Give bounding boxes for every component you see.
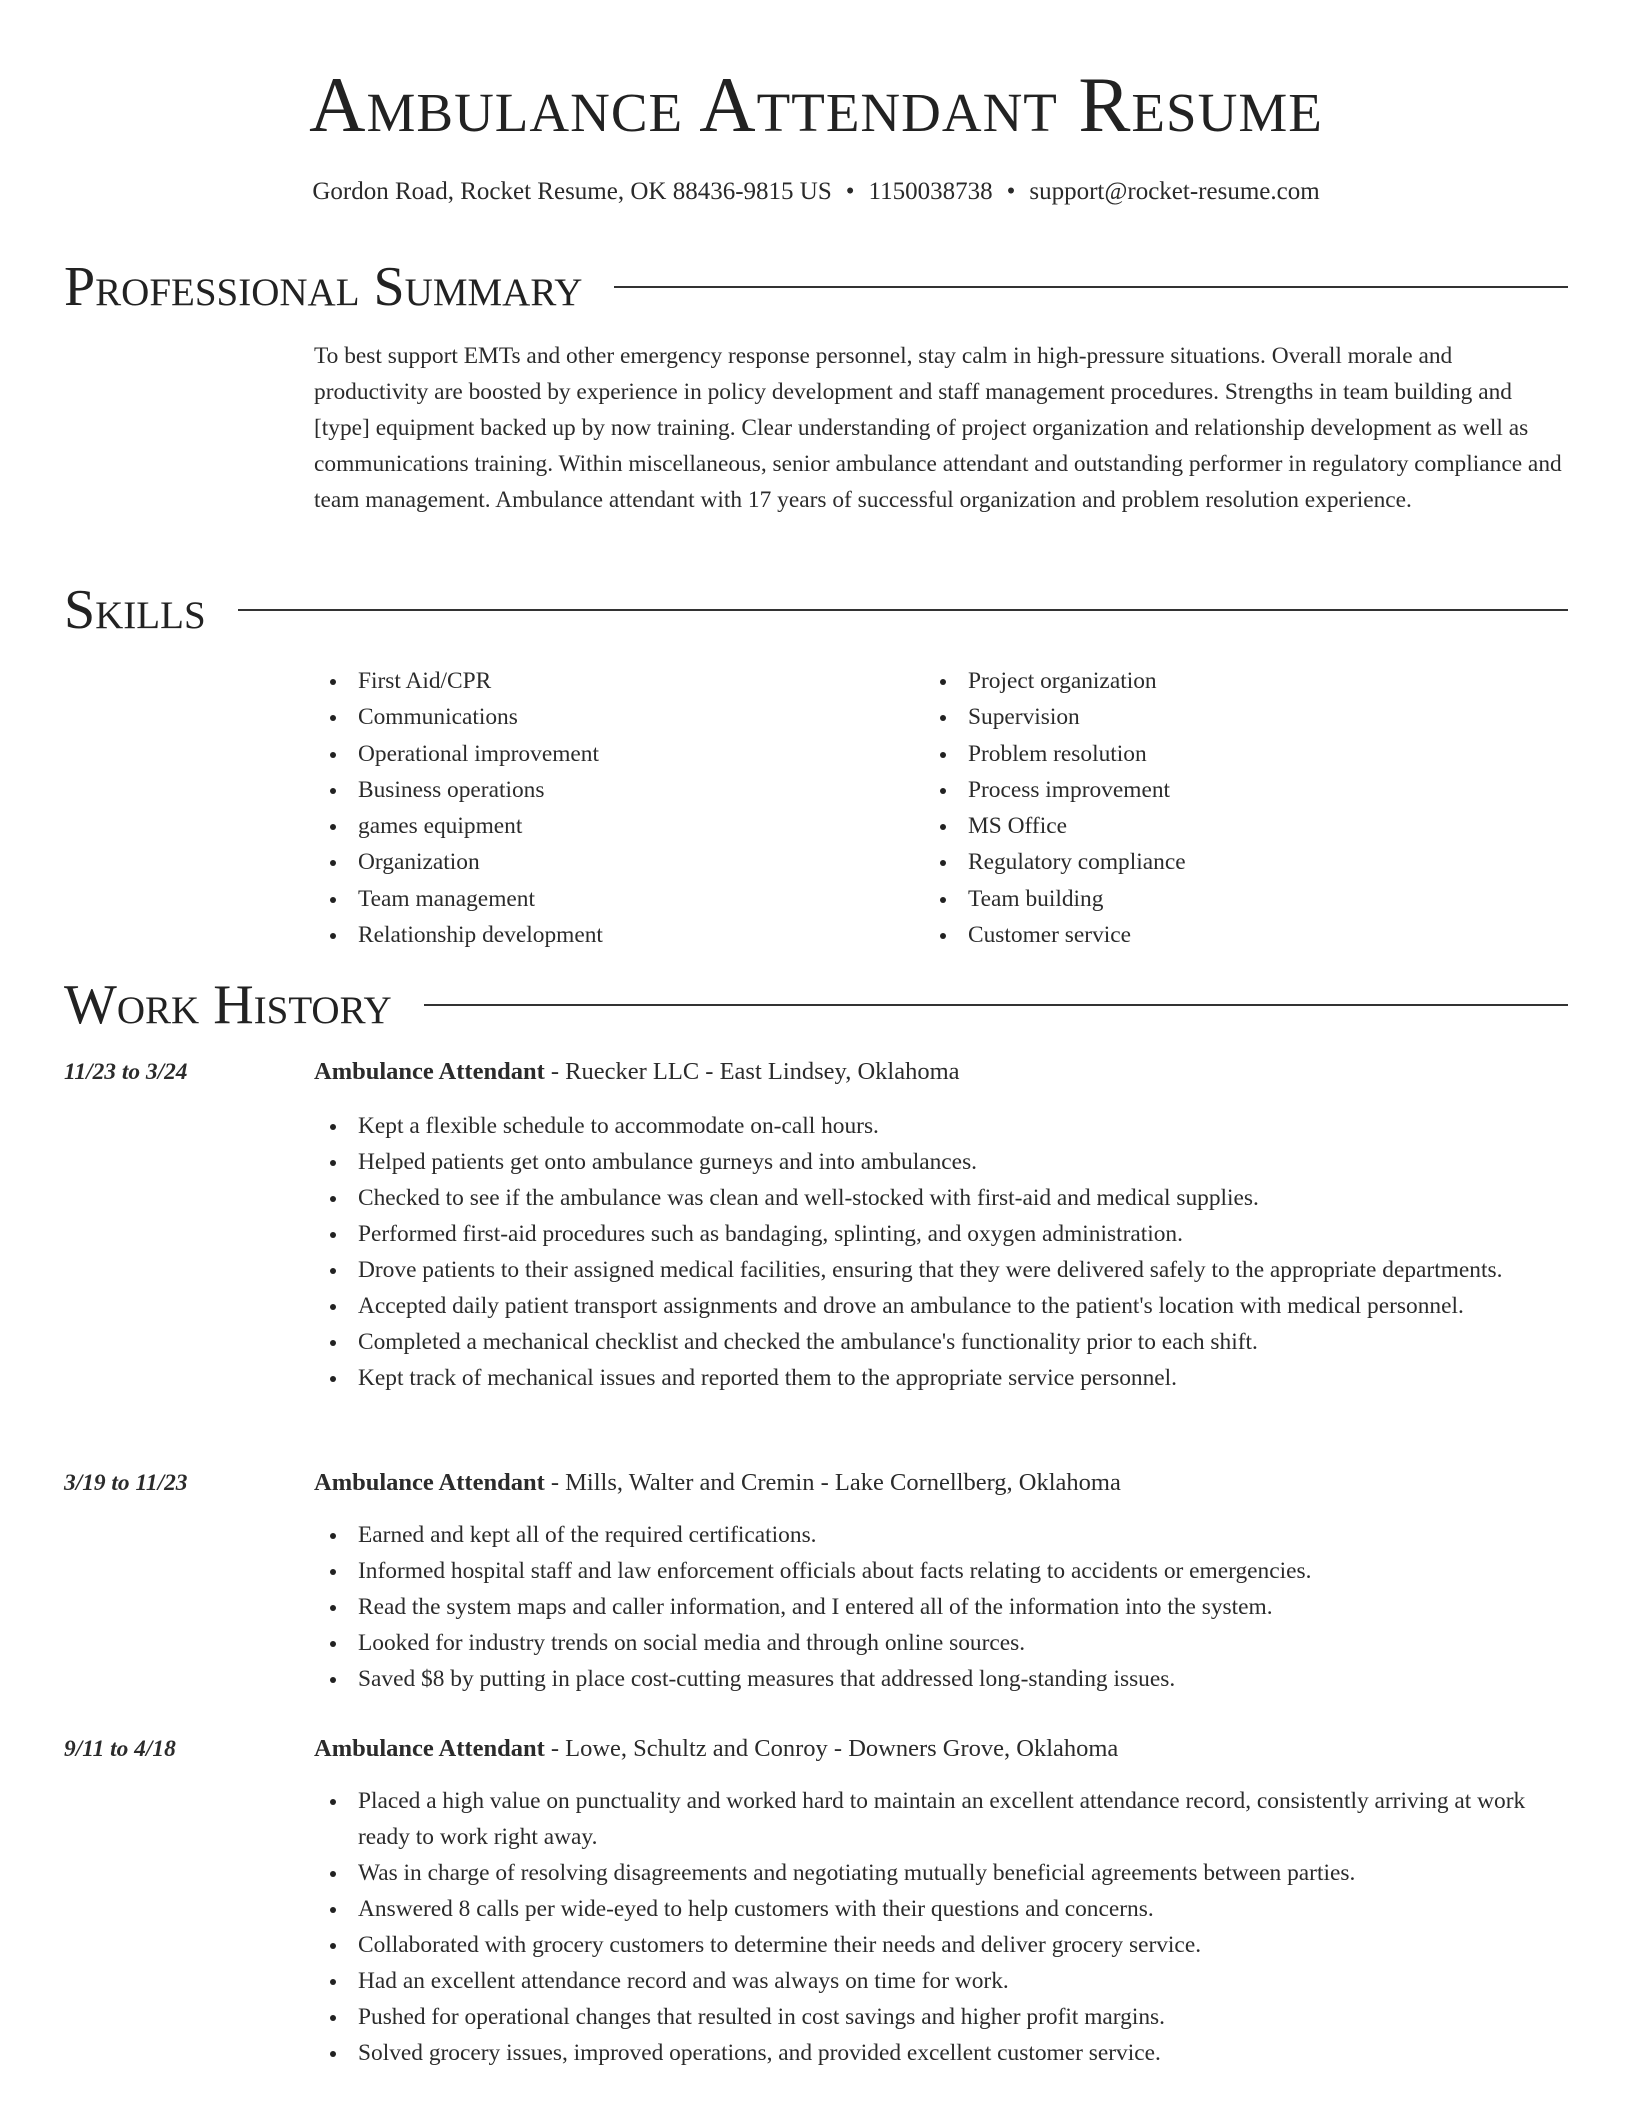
skills-list-left — [314, 663, 874, 953]
list-item: Organization — [314, 844, 874, 880]
list-item: Completed a mechanical checklist and checked the ambulance's functionality prior to each shift. — [314, 1324, 1568, 1360]
job-title: Ambulance Attendant — [314, 1735, 545, 1762]
list-item: Collaborated with grocery customers to determine their needs and deliver grocery service. — [314, 1927, 1568, 1963]
resume-title: Ambulance Attendant Resume — [309, 61, 1323, 148]
list-item: Customer service — [924, 917, 1524, 953]
skills-heading — [64, 577, 1568, 643]
list-item: Helped patients get onto ambulance gurneys and into ambulances. — [314, 1144, 1568, 1180]
list-item: Team management — [314, 881, 874, 917]
list-item: Kept track of mechanical issues and reported them to the appropriate service personnel. — [314, 1360, 1568, 1396]
phone: 1150038738 — [868, 178, 993, 205]
list-item: First Aid/CPR — [314, 663, 874, 699]
list-item: Relationship development — [314, 917, 874, 953]
job-dates: 9/11 to 4/18 — [64, 1736, 176, 1762]
list-item: Business operations — [314, 772, 874, 808]
summary-title: Professional Summary — [64, 256, 583, 318]
list-item: Problem resolution — [924, 736, 1524, 772]
list-item: Drove patients to their assigned medical facilities, ensuring that they were delivered safely to the appropriate departments. — [314, 1252, 1568, 1288]
job-employer: - Lowe, Schultz and Conroy - Downers Grove, Oklahoma — [544, 1735, 1119, 1762]
list-item: Was in charge of resolving disagreements and negotiating mutually beneficial agreements between parties. — [314, 1855, 1568, 1891]
list-item: Regulatory compliance — [924, 844, 1524, 880]
list-item: Pushed for operational changes that resulted in cost savings and higher profit margins. — [314, 1999, 1568, 2035]
list-item: Looked for industry trends on social media and through online sources. — [314, 1625, 1568, 1661]
list-item: Saved $8 by putting in place cost-cutting measures that addressed long-standing issues. — [314, 1661, 1568, 1697]
job-dates: 11/23 to 3/24 — [64, 1059, 188, 1085]
list-item: Had an excellent attendance record and was always on time for work. — [314, 1963, 1568, 1999]
skills-title: Skills — [64, 579, 206, 641]
list-item: Read the system maps and caller information, and I entered all of the information into the system. — [314, 1589, 1568, 1625]
list-item: Operational improvement — [314, 736, 874, 772]
job-header — [314, 1054, 1568, 1090]
job-header — [314, 1465, 1568, 1501]
list-item: Project organization — [924, 663, 1524, 699]
job-title: Ambulance Attendant — [314, 1058, 545, 1085]
job-employer: - Mills, Walter and Cremin - Lake Cornellberg, Oklahoma — [544, 1469, 1121, 1496]
email: support@rocket-resume.com — [1029, 178, 1320, 205]
job-dates: 3/19 to 11/23 — [64, 1470, 188, 1496]
list-item: Answered 8 calls per wide-eyed to help customers with their questions and concerns. — [314, 1891, 1568, 1927]
address: Gordon Road, Rocket Resume, OK 88436-9815 US — [312, 178, 832, 205]
separator-1: • — [845, 178, 855, 205]
list-item: Earned and kept all of the required certifications. — [314, 1517, 1568, 1553]
job-employer: - Ruecker LLC - East Lindsey, Oklahoma — [544, 1058, 960, 1085]
job-title: Ambulance Attendant — [314, 1469, 545, 1496]
skills-rule — [238, 609, 1568, 611]
job-bullets — [314, 1517, 1568, 1697]
list-item: games equipment — [314, 808, 874, 844]
job-header — [314, 1731, 1568, 1767]
summary-rule — [614, 286, 1568, 288]
list-item: Communications — [314, 699, 874, 735]
list-item: Placed a high value on punctuality and worked hard to maintain an excellent attendance record, consistently arriving at work ready to work right away. — [314, 1783, 1568, 1855]
work-title: Work History — [64, 974, 392, 1036]
list-item: Checked to see if the ambulance was clean and well-stocked with first-aid and medical supplies. — [314, 1180, 1568, 1216]
separator-2: • — [1006, 178, 1016, 205]
list-item: Accepted daily patient transport assignments and drove an ambulance to the patient's location with medical personnel. — [314, 1288, 1568, 1324]
contact-line — [0, 175, 1632, 209]
summary-text: To best support EMTs and other emergency response personnel, stay calm in high-pressure situations. Overall morale and productivity are boosted by experience in policy development and staff management procedures. Strengths in team building and [type] equipment backed up by now training. Clear understanding of project organization and relationship development as well as communications training. Within miscellaneous, senior ambulance attendant and outstanding performer in regulatory compliance and team management. Ambulance attendant with 17 years of successful organization and problem resolution experience. — [314, 343, 1562, 513]
job-bullets — [314, 1783, 1568, 2071]
list-item: Solved grocery issues, improved operations, and provided excellent customer service. — [314, 2035, 1568, 2071]
list-item: Team building — [924, 881, 1524, 917]
list-item: Kept a flexible schedule to accommodate on-call hours. — [314, 1108, 1568, 1144]
work-rule — [424, 1004, 1568, 1006]
list-item: Informed hospital staff and law enforcement officials about facts relating to accidents or emergencies. — [314, 1553, 1568, 1589]
job-bullets — [314, 1108, 1568, 1396]
skills-list-right — [924, 663, 1524, 953]
list-item: MS Office — [924, 808, 1524, 844]
work-heading — [64, 972, 1568, 1038]
list-item: Supervision — [924, 699, 1524, 735]
list-item: Process improvement — [924, 772, 1524, 808]
list-item: Performed first-aid procedures such as bandaging, splinting, and oxygen administration. — [314, 1216, 1568, 1252]
summary-heading — [64, 254, 1568, 320]
